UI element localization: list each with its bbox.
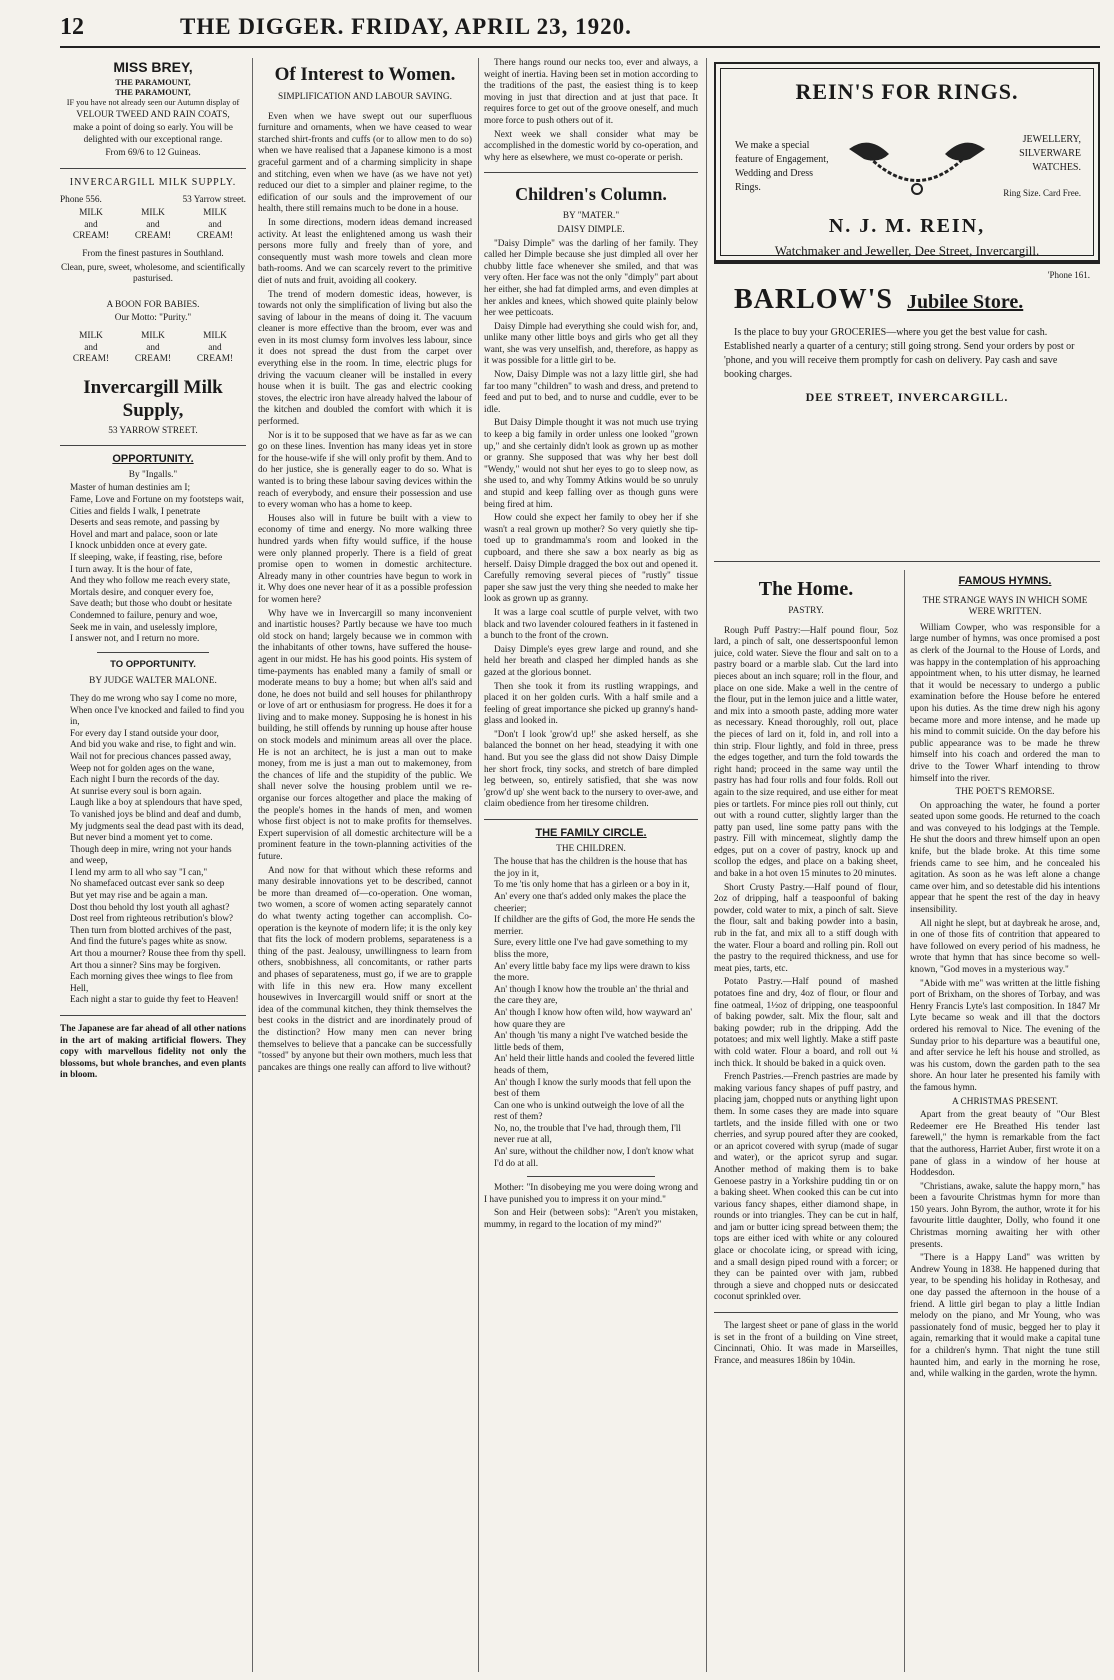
poem-line: When once I've knocked and failed to find you in,	[70, 705, 245, 728]
poem-line: To vanished joys be blind and deaf and dumb,	[70, 809, 242, 820]
poem-line: An' sure, without the childher now, I don't know what I'd do at all.	[494, 1147, 694, 1169]
miss-brey-sub: THE PARAMOUNT,	[115, 77, 191, 87]
story-paragraph: Now, Daisy Dimple was not a lazy little girl, she had far too many "children" to wash and dress, and pretend to feed and put to bed, and to nurse and cuddle, ever to be idle.	[484, 370, 698, 415]
poem-line: Wail not for precious chances passed away,	[70, 751, 232, 762]
poem-line: Fame, Love and Fortune on my footsteps wait,	[70, 495, 244, 506]
poem-line: No, no, the trouble that I've had, through them, I'll never rue at all,	[494, 1123, 681, 1146]
poem-line: Laugh like a boy at splendours that have sped,	[70, 798, 243, 809]
cream-word: CREAM!	[72, 231, 110, 242]
family-sub: THE CHILDREN.	[556, 843, 626, 854]
divider	[484, 172, 698, 173]
cream-word: CREAM!	[72, 354, 110, 365]
reins-right: JEWELLERY, SILVERWARE WATCHES.	[1019, 134, 1081, 173]
children-story	[484, 239, 698, 812]
column-rule	[706, 58, 707, 1672]
women-article	[258, 112, 472, 1075]
poem-line: An' though I know how often wild, how wayward an' how quare they are	[494, 1007, 693, 1030]
poem-line: Save death; but those who doubt or hesitate	[70, 599, 232, 610]
poem-line: And bid you wake and rise, to fight and win.	[70, 740, 237, 751]
column-2	[258, 58, 472, 1672]
reins-ad-inner	[720, 68, 1094, 256]
poem-line: For every day I stand outside your door,	[70, 728, 219, 739]
poem-line: Dost reel from righteous retribution's blow?	[70, 914, 234, 925]
poem-line: To me 'tis only home that has a girleen or a boy in it,	[494, 880, 690, 891]
poem-line: But yet may rise and be again a man.	[70, 891, 208, 902]
poem-line: If childher are the gifts of God, the more He sends the merrier.	[494, 915, 695, 937]
to-opportunity-title: TO OPPORTUNITY.	[110, 658, 196, 670]
poem-line: Each morning gives thee wings to flee from Hell,	[70, 972, 233, 994]
milk-word: MILK	[203, 208, 227, 219]
story-paragraph: "Don't I look 'grow'd up!' she asked herself, as she balanced the bonnet on her head, steadying it with one hand. But you see the glass did not show Daisy Dimple her short frock, tiny socks, and stretch of bare dimpled leg between, so, entirely satisfied, that she was now 'grow'd up' she went back to the nursery to over-awe, and claim obedience from her tiresome children.	[484, 729, 698, 810]
article-paragraph: Next week we shall consider what may be accomplished in the domestic world by co-operation, and why here as elsewhere, we must co-operate or perish.	[484, 129, 698, 163]
hymns-text: William Cowper, who was responsible for a large number of hymns, was once promised a post as clerk of the Journal to the House of Lords, and was happy in the contemplation of his approaching appointment when, to his utter dismay, he learned that it would be necessary to undergo a public examination before the House before he entered upon his duties. As the time drew nigh his agony became more and more intense, and he made up his mind to commit suicide. On the day before his public appearance was to be made he threw himself into his coach and ordered the man to drive to the Tower Wharf intending to throw himself into the river.	[910, 622, 1100, 784]
women-subtitle: SIMPLIFICATION AND LABOUR SAVING.	[278, 92, 452, 102]
milk-text: From the finest pastures in Southland.	[82, 248, 224, 259]
story-paragraph: Then she took it from its rustling wrappings, and placed it on her golden curls. With a half smile and a feeling of great importance she picked up granny's hand-glass and looked in.	[484, 681, 698, 727]
poem-line: Master of human destinies am I;	[70, 483, 191, 494]
poem-line: And find the future's pages white as snow.	[70, 937, 228, 948]
and-word: and	[84, 342, 98, 353]
poem-line: No shamefaced outcast ever sank so deep	[70, 879, 225, 890]
opportunity-title: OPPORTUNITY.	[112, 453, 194, 466]
milk-boon: A BOON FOR BABIES.	[106, 299, 200, 310]
reins-name: N. J. M. REIN,	[828, 215, 986, 237]
hymns-sub: THE STRANGE WAYS IN WHICH SOME WERE WRITTEN.	[922, 595, 1088, 618]
milk-word: MILK	[79, 330, 103, 341]
poem-line: Deserts and seas remote, and passing by	[70, 518, 220, 529]
milk-street: 53 Yarrow street.	[182, 194, 246, 205]
hymns-title: FAMOUS HYMNS.	[958, 575, 1052, 587]
poem-line: Hovel and mart and palace, soon or late	[70, 529, 218, 540]
story-paragraph: But Daisy Dimple thought it was not much use trying to keep a big family in order unless one looked "grown up," and she certainly didn't look as grown up as mother or granny. She supposed that was why her best doll "Wendy," would not shut her eyes to go to sleep now, as she used to, and why Tommy Atkins would be so unruly and stupid and keep falling over as though guns were being fired at him.	[484, 418, 698, 510]
home-title: The Home.	[758, 578, 854, 600]
page-header	[60, 14, 1100, 48]
poem-line: Though deep in mire, wring not your hands and weep,	[70, 844, 232, 867]
miss-brey-text: IF you have not already seen our Autumn display of	[66, 97, 240, 107]
miss-brey-text: From 69/6 to 12 Guineas.	[105, 148, 201, 159]
poem-line: An' held their little hands and cooled the fevered little heads of them,	[494, 1054, 695, 1076]
milk-phone: Phone 556.	[60, 194, 102, 205]
barlows-title: BARLOW'S	[734, 284, 893, 315]
column-rule	[904, 570, 905, 1672]
poem-line: An' though I know how the trouble an' the thrial and the care they are,	[494, 984, 689, 1007]
column-1	[60, 58, 246, 1672]
column-5	[910, 572, 1100, 1672]
miss-brey-title: MISS BREY,	[113, 59, 193, 75]
divider	[484, 819, 698, 820]
article-paragraph: In some directions, modern ideas demand increased activity. At least the enlightened among us wash their persons more fully and freely than of yore, and consequently must wash more towels and clean more bath-rooms. And we can scarcely revert to the primitive diet of nuts and fruit, avoiding all cookery.	[258, 217, 472, 286]
divider	[60, 168, 246, 169]
milk-big-name: Invercargill Milk Supply,	[83, 376, 223, 421]
masthead: THE DIGGER. FRIDAY, APRIL 23, 1920.	[180, 14, 632, 39]
poem-line: An' though I know the surly moods that fell upon the best of them	[494, 1077, 691, 1100]
article-paragraph: Nor is it to be supposed that we have as far as we can go on these lines. Invention has many ideas yet in store for the house-wife if she will only profit by them. And to do her justice, she is generally eager to do so. What is wanted is to bring these labour saving devices within the reach of everybody, and ensure their possession and use to every woman who has a home to keep.	[258, 430, 472, 511]
opportunity-byline: By "Ingalls."	[128, 469, 178, 480]
milk-text: Clean, pure, sweet, wholesome, and scientifically pasturised.	[60, 262, 246, 285]
and-word: and	[146, 219, 160, 230]
barlows-ad	[714, 262, 1100, 562]
milk-contact	[60, 195, 246, 207]
milk-and-cream	[60, 331, 246, 366]
milk-supply-title: INVERCARGILL MILK SUPPLY.	[69, 176, 237, 188]
divider	[60, 1015, 246, 1016]
article-paragraph: Even when we have swept out our superfluous furniture and ornaments, when we have ceased to wear starched shirt-fronts and cuffs (or to allow men to do so) when we have realised that a Japanese kimono is a most graceful garment and of a charming simplicity in shape and stitching, even when we have (as we have not yet) reduced our diet to a simpler and plainer regime, to the edification of our souls and the improvement of our health, there still remains much to be done in a house.	[258, 111, 472, 215]
article-paragraph: Why have we in Invercargill so many inconvenient and inartistic houses? Partly because we have too much old stock on hand; largely because we in common with the inhabitants of other towns, have suffered the house-agent in our midst. He has his good points. His system of time-payments has enabled many a family of small or moderate means to buy a home; but when all's said and done, he does not build and sell houses for philanthropy or love of art or enthusiasm for progress. He does it for a living and to make money. Supposing he is honest in his building, he still offends by running up house after house on stock models and minimum areas all over the place. He is not an architect, he is just a man out to make money, from me is just a man out to makemoney, from the chances of life and the stupidity of the public. We shall never solve the housing problem until we re-organise our forces altogether and place the making of the people's homes in the hands of men, and women whose first object is not to make profits for themselves. Expert supervision of all domestic architecture will be a prominent feature in the town-planning activities of the future.	[258, 608, 472, 862]
poem-line: Art thou a sinner? Sins may be forgiven.	[70, 960, 221, 971]
recipe-paragraph: Potato Pastry.—Half pound of mashed potatoes fine and dry, 4oz of flour, or flour and fine oatmeal, 1½oz of dripping, one teaspoonful of baking powder, salt. Mix the flour, salt and baking powder; rub in the dripping. Add the potatoes; and mix well lightly. Make a stiff paste with cold water. Flour a board, and roll out ¼ inch thick. It should be baked in a quick oven.	[714, 977, 898, 1069]
recipe-paragraph: Rough Puff Pastry:—Half pound flour, 5oz lard, a pinch of salt, one dessertspoonful lemon juice, cold water. Sieve the flour and salt on to a pastry board or a marble slab. Cut the lard into pieces about an inch square; roll in the flour, and place on one side. Make a well in the centre of the flour, put in the lemon juice and a little water, and mix into a smooth paste, adding more water as necessary. Knead thoroughly, roll out, place the pieces of lard on it, fold in, and roll into a thin strip. Flour lightly, and fold in three, press the edges together, and turn the fold towards the right hand; proceed in the same way until the pastry has had four rolls and four folds. Roll out again to the size required, and use either for meat pies or tartlets. For mince pies roll out thinly, cut out with a round cutter, slightly larger than the patty pan used, line some patty pans with the pastry. Fill with mincemeat, slightly damp the edges, put on a cover of pastry, knock up and scollop the edges, and place on a baking sheet, and bake in a hot oven 15 minutes to 20 minutes.	[714, 625, 898, 880]
women-article-continued	[484, 58, 698, 164]
joke-text: Son and Heir (between sobs): "Aren't you mistaken, mummy, in regard to the location of my mind?"	[484, 1208, 698, 1231]
article-paragraph: And now for that without which these reforms and many desirable innovations yet to be described, cannot be more than dreamed of—co-operation. One woman, two women, a score of women acting separately cannot do what twenty acting together can accomplish. Co-operation is the keynote of modern life; it is the only key that fits the lock of modern problems, separateness is a thing of the past. Jealousy, unwillingness to learn from others, snobbishness, all concomitants, or rather parts and phases of separateness, must go, if we are to grapple with life in this new era. How many excellent housewives in Invercargill would sniff or snort at the idea of the communal kitchen, they think themselves the best cooks in the district and are inordinately proud of the distinction? How many men can never bring themselves to believe that a pancake can be successfully "tossed" by anyone but their own mothers, much less that pancakes are things one really can afford to live without?	[258, 865, 472, 1073]
poem-line: Each night I burn the records of the day.	[70, 775, 220, 786]
article-paragraph: The trend of modern domestic ideas, however, is towards not only the simplification of living but also the saving of labour in the means of doing it. The vacuum cleaner is more effective than the broom, ever was and even in its most clumsy form involves less labour, since it does not spread the dust from the carpet over everything else in the room. In time, electric plugs for driving the vacuum cleaner will be installed in every house when it is built. The gas and electric cooking stoves, the electric iron have already halved the labour of the kitchen and doubled the comfort with which it is performed.	[258, 289, 472, 428]
and-word: and	[146, 342, 160, 353]
poem-line: Cities and fields I walk, I penetrate	[70, 506, 201, 517]
poem-line: Condemned to failure, penury and woe,	[70, 611, 218, 621]
article-paragraph: Houses also will in future be built with a view to economy of time and energy. No more walking three hundred yards when fifty would suffice, if the house were only planned properly. There is a field of great promise open to women in domestic architecture. Already many in other countries have begun to work in it. Why does one never hear of it as a possible profession for women here?	[258, 513, 472, 605]
poem-line: Can one who is unkind outweigh the love of all the rest of them?	[494, 1100, 685, 1123]
japanese-flowers: The Japanese are far ahead of all other nations in the art of making artificial flowers. They copy with marvellous fidelity not only the blossoms, but whole branches, and even plants in bloom.	[60, 1024, 246, 1081]
poem-line: Mortals desire, and conquer every foe,	[70, 587, 214, 598]
reins-ad	[714, 62, 1100, 262]
poem-line: Weep not for golden ages on the wane,	[70, 763, 215, 774]
hymns-text: Apart from the great beauty of "Our Blest Redeemer ere He Breathed His tender last farewell," the hymn is remarkable from the fact that the authoress, Harriet Auber, first wrote it on a pane of glass in a window of her house at Hoddesdon.	[910, 1110, 1100, 1179]
milk-word: MILK	[141, 330, 165, 341]
and-word: and	[208, 219, 222, 230]
poem-line: They do me wrong who say I come no more,	[70, 693, 237, 704]
glass-fact: The largest sheet or pane of glass in the world is set in the front of a building on Vine street, Cincinnati, Ohio. It was made in Marseilles, France, and measures 186in by 104in.	[714, 1321, 898, 1366]
barlows-text: Is the place to buy your GROCERIES—where you get the best value for cash. Established nearly a quarter of a century; still going strong. Send your orders by post or 'phone, and you will receive them promptly for cash on delivery. Pay cash and save booking charges.	[724, 327, 1075, 380]
milk-motto: Our Motto: "Purity."	[114, 313, 192, 324]
poem-line: An' every one that's added only makes the place the cheerier;	[494, 892, 687, 914]
reins-left: We make a special feature of Engagement, Wedding and Dress Rings.	[735, 140, 829, 193]
hymns-text: "Abide with me" was written at the little fishing port of Brixham, on the shores of Torbay, and was Henry Francis Lyte's last composition. In 1847 Mr Lyte became so weak and ill that the doctors ordered his removal to Nice. The evening of the Sunday prior to his departure was a beautiful one, and after service he left his house and strolled, as was his custom, down the garden path to the sea shore. An hour later he presented his family with the famous hymn.	[910, 978, 1100, 1093]
miss-brey-text: make a point of doing so early. You will be delighted with our exceptional range.	[73, 123, 233, 145]
home-sub: PASTRY.	[788, 606, 824, 616]
reins-right-2: Ring Size. Card Free.	[1003, 188, 1081, 198]
milk-word: MILK	[203, 330, 227, 341]
poem-line: My judgments seal the dead past with its dead,	[70, 821, 244, 832]
milk-address: 53 YARROW STREET.	[108, 425, 198, 436]
hymns-text: "There is a Happy Land" was written by Andrew Young in 1838. He happened during that year, to be spending his holiday in Rothesay, and one day passed the afternoon in the house of a friend. A little girl began to play a little Indian melody on the piano, and Mr Young, who was passionately fond of music, begged her to play it again, remarking that it would make a capital tune for a children's hymn. That night the tune still haunted him, and early in the morning he rose, and, while walking in the garden, wrote the hymn.	[910, 1253, 1100, 1380]
poem-line: An' though 'tis many a night I've watched beside the little beds of them,	[494, 1031, 688, 1053]
recipe-paragraph: Short Crusty Pastry.—Half pound of flour, 2oz of dripping, half a teaspoonful of baking powder, cold water to mix, a pinch of salt. Sieve the flour, salt and baking powder into a basin, rub in the fat, and mix all to a stiff dough with the water. Flour a board and rolling pin. Roll out the pastry to the required thickness, and use for meat pies, tarts, etc.	[714, 882, 898, 974]
article-paragraph: There hangs round our necks too, ever and always, a weight of inertia. Having been set in motion according to the traditions of the past, the easiest thing is to keep moving in just that direction and at just that pace. It requires force to get out of the groove oneself, and much more force to push others out of it.	[484, 58, 698, 126]
story-paragraph: Daisy Dimple had everything she could wish for, and, unlike many other little boys and girls who get all they want, she was very unselfish, and, therefore, as happy as it was possible for a little girl to be.	[484, 321, 698, 367]
poem-line: Art thou a mourner? Rouse thee from thy spell.	[70, 949, 246, 960]
birds-ring-icon	[839, 129, 995, 209]
column-rule	[478, 58, 479, 1672]
cream-word: CREAM!	[134, 231, 172, 242]
to-opportunity-poem	[60, 694, 246, 1007]
poem-line: And they who follow me reach every state,	[70, 576, 231, 587]
hymns-subhead: A CHRISTMAS PRESENT.	[952, 1096, 1058, 1107]
story-paragraph: It was a large coal scuttle of purple velvet, with two black and two lavender coloured feathers in it fastened in a bunch to the front of the crown.	[484, 607, 698, 642]
children-title: Children's Column.	[515, 184, 667, 205]
cream-word: CREAM!	[134, 354, 172, 365]
poem-line: Seek me in vain, and uselessly implore,	[70, 622, 218, 633]
poem-line: I answer not, and I return no more.	[70, 634, 200, 645]
divider	[97, 652, 209, 653]
divider	[60, 445, 246, 446]
children-story-title: DAISY DIMPLE.	[557, 224, 625, 235]
divider	[527, 1176, 655, 1177]
poem-line: An' every little baby face my lips were drawn to kiss the more.	[494, 961, 690, 984]
and-word: and	[84, 219, 98, 230]
family-poem	[484, 857, 698, 1170]
poem-line: At sunrise every soul is born again.	[70, 786, 202, 797]
cream-word: CREAM!	[196, 354, 234, 365]
poem-line: Sure, every little one I've had gave something to my bliss the more,	[494, 938, 688, 960]
opportunity-poem	[60, 483, 246, 645]
barlows-heading	[734, 284, 1090, 316]
poem-line: Then turn from blotted archives of the past,	[70, 925, 232, 936]
reins-address: Watchmaker and Jeweller, Dee Street, Invercargill.	[774, 243, 1040, 258]
poem-line: The house that has the children is the house that has the joy in it,	[494, 857, 688, 879]
miss-brey-text: VELOUR TWEED AND RAIN COATS,	[76, 109, 230, 120]
and-word: and	[208, 342, 222, 353]
hymns-text: All night he slept, but at daybreak he arose, and, in one of those fits of contrition that appeared to have followed on every period of his madness, he wrote that hymn that has since become so well-known, "God moves in a mysterious way."	[910, 918, 1100, 975]
reins-title: REIN'S FOR RINGS.	[795, 79, 1019, 104]
family-title: THE FAMILY CIRCLE.	[535, 827, 647, 840]
column-3	[484, 58, 698, 1672]
divider	[714, 1312, 898, 1313]
hymns-subhead: THE POET'S REMORSE.	[955, 787, 1055, 798]
hymns-text: "Christians, awake, salute the happy morn," has been a favourite Christmas hymn for more than 150 years. John Byrom, the author, wrote it for his favourite little daughter, Dolly, who found it one Christmas morning awaiting her with other presents.	[910, 1181, 1100, 1250]
poem-line: Each night a star to guide thy feet to Heaven!	[70, 995, 239, 1006]
hymns-text: On approaching the water, he found a porter seated upon some goods. He returned to the coach and was conveyed to his lodgings at the Temple. He shut the doors and threw himself upon an open knife, but the blade broke. At this time some friends came to see him, and he concealed his agitation. As soon as he was left alone a change came over him, and so detestable did his intentions appear that he spent the rest of the day in heavy insensibility.	[910, 800, 1100, 916]
story-paragraph: "Daisy Dimple" was the darling of her family. They called her Dimple because she just dimpled all over her chubby little face whenever she smiled, and that was very often. Her face was not the only "dimply" part about her either, she had fat dimpled arms, and even dimples at her ankles and knees, which showed quite plainly below her wee petticoats.	[484, 238, 698, 319]
milk-and-cream	[60, 208, 246, 243]
poem-line: But never bind a moment yet to come.	[70, 833, 213, 844]
poem-line: I turn away. It is the hour of fate,	[70, 564, 193, 575]
poem-line: I lend my arm to all who say "I can,"	[70, 867, 208, 878]
children-byline: BY "MATER."	[562, 211, 620, 222]
column-rule	[252, 58, 253, 1672]
milk-word: MILK	[141, 208, 165, 219]
pastry-recipes	[714, 626, 898, 1304]
poem-line: Dost thou behold thy lost youth all aghast?	[70, 902, 230, 913]
milk-word: MILK	[79, 208, 103, 219]
barlows-title-2: Jubilee Store.	[906, 291, 1024, 313]
story-paragraph: How could she expect her family to obey her if she wasn't a real grown up mother? So very quietly she tip-toed up to grandmamma's room and looked in the cupboard, and there she saw a box nearly as big as herself. Daisy Dimple dragged the box out and opened it. Carefully removing several pieces of "rustly" tissue paper she saw just the very thing she needed to make her look as grown up as granny.	[484, 513, 698, 605]
poem-line: If sleeping, wake, if feasting, rise, before	[70, 553, 223, 564]
barlows-address: DEE STREET, INVERCARGILL.	[805, 390, 1009, 404]
cream-word: CREAM!	[196, 231, 234, 242]
miss-brey-sub: THE PARAMOUNT,	[115, 87, 191, 97]
barlows-phone: 'Phone 161.	[1047, 270, 1090, 280]
column-4	[714, 572, 898, 1672]
joke-text: Mother: "In disobeying me you were doing wrong and I have punished you to impress it on your mind."	[484, 1183, 698, 1205]
to-opportunity-byline: BY JUDGE WALTER MALONE.	[89, 676, 217, 687]
women-title: Of Interest to Women.	[274, 64, 456, 85]
story-paragraph: Daisy Dimple's eyes grew large and round, and she held her breath and clasped her dimpled hands as she gazed at the glorious bonnet.	[484, 644, 698, 678]
page-number: 12	[60, 14, 84, 40]
recipe-paragraph: French Pastries.—French pastries are made by making various fancy shapes of puff pastry, and placing jam, chopped nuts or anything light upon them. In some cases they are made into square tartlets, and the inside filled with one or two cherries, and syrup poured after they are cooked, or an apricot covered with syrup (made of sugar and water), or the apricot syrup and sugar. Another method of making them is to bake Genoese pastry in a Yorkshire pudding tin or on a baking sheet. When cooked this can be cut into various fancy shapes, either diamond shape, in rounds or into triangles. They can be cut in half, and jam or butter icing spread between them; the tops are either iced with white or any coloured glace or chocolate icing, or spread with icing, and a small design piped round with a forcer; or they can be painted over with jam, rubbed through a sieve and chopped nuts or desiccated coconut sprinkled over.	[714, 1072, 898, 1303]
poem-line: I knock unbidden once at every gate.	[70, 541, 208, 552]
